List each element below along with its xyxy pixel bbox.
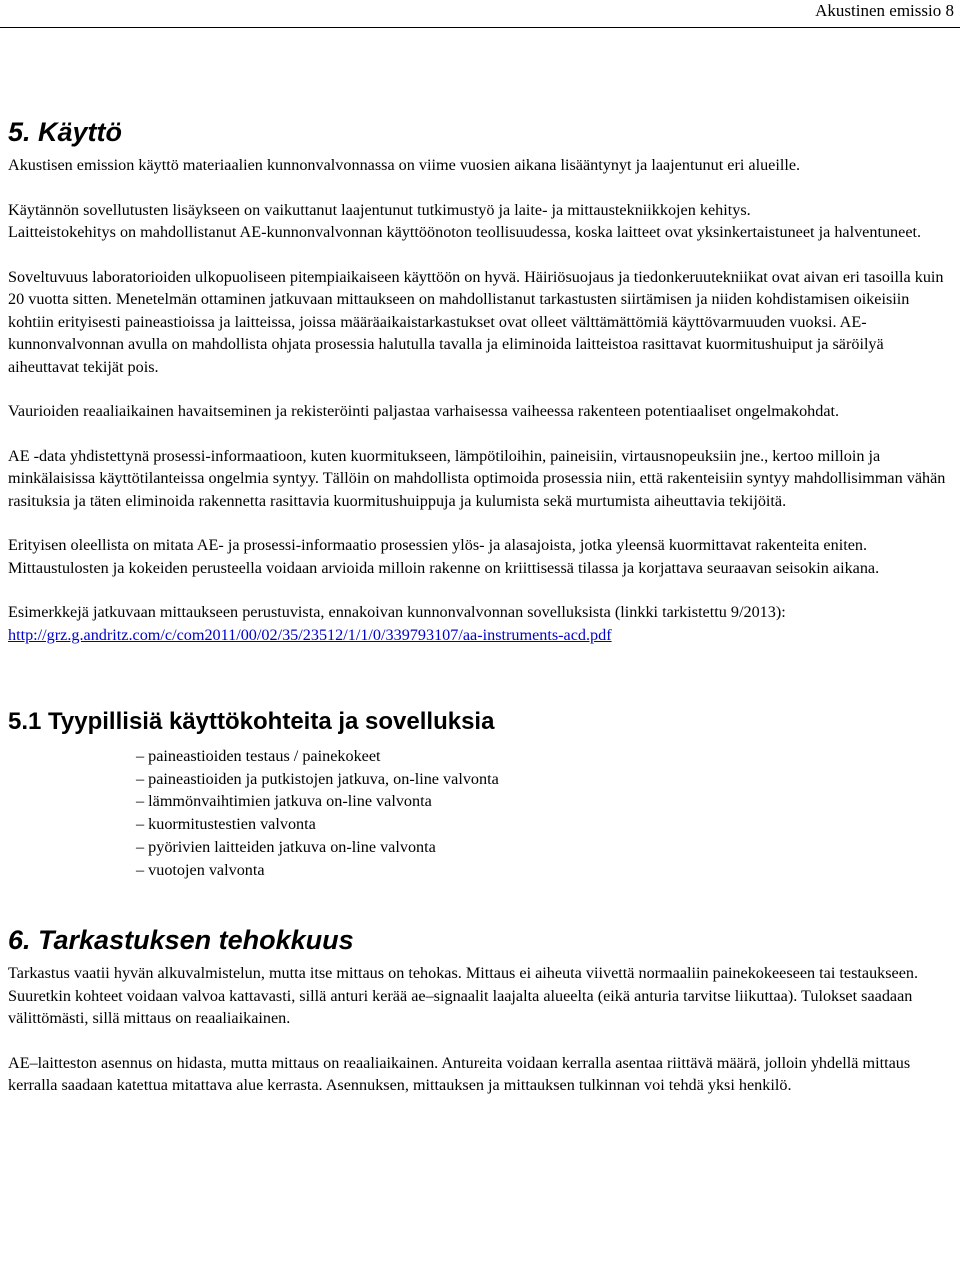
paragraph: Esimerkkejä jatkuvaan mittaukseen perustuvista, ennakoivan kunnonvalvonnan sovelluksista (linkki tarkistettu 9/2013):: [8, 603, 786, 621]
section-5-1-heading: 5.1 Tyypillisiä käyttökohteita ja sovelluksia: [8, 708, 495, 735]
paragraph: Soveltuvuus laboratorioiden ulkopuoliseen pitempiaikaiseen käyttöön on hyvä. Häiriösuojaus ja tiedonkeruutekniikat ovat aivan eri tasoilla kuin 20 vuotta sitten. Menetelmän ottaminen jatkuvaan mittaukseen on mahdollistanut tarkastusten siirtämisen ja niiden kohdistamisen oikeisiin kohtiin erityisesti paineastioissa ja laitteissa, joissa määräaikaistarkastukset ovat olleet välttämättömiä käyttövarmuuden vuoksi. AE-kunnonvalvonnan avulla on mahdollista ohjata prosessia halutulla tavalla ja eliminoida laitteistoa rasittavat kuormitushuiput ja säröilyä aiheuttavat tekijät pois.: [8, 267, 944, 376]
link-paragraph: [8, 624, 952, 647]
list-item: – paineastioiden testaus / painekokeet: [136, 745, 952, 768]
running-header: Akustinen emissio 8: [815, 1, 954, 20]
paragraph: Tarkastus vaatii hyvän alkuvalmistelun, mutta itse mittaus on tehokas. Mittaus ei aiheuta viivettä normaaliin painekokeeseen tai testaukseen. Suuretkin kohteet voidaan valvoa kattavasti, sillä anturi kerää ae–signaalit laajalta alueelta (eikä anturia tarvitse liikuttaa). Tulokset saadaan välittömästi, sillä mittaus on reaaliaikainen.: [8, 964, 919, 1028]
list-item: – vuotojen valvonta: [136, 859, 952, 882]
paragraph: Akustisen emission käyttö materiaalien kunnonvalvonnassa on viime vuosien aikana lisääntynyt ja laajentunut eri alueille.: [8, 156, 801, 174]
list-item: – pyörivien laitteiden jatkuva on-line valvonta: [136, 836, 952, 859]
paragraph: Laitteistokehitys on mahdollistanut AE-kunnonvalvonnan käyttöönoton teollisuudessa, koska laitteet ovat yksinkertaistuneet ja halventuneet.: [8, 223, 922, 241]
application-list: [8, 745, 952, 881]
paragraph: Erityisen oleellista on mitata AE- ja prosessi-informaatio prosessien ylös- ja alasajoista, jotka yleensä kuormittavat rakenteita eniten. Mittaustulosten ja kokeiden perusteella voidaan arvioida milloin rakenne on kriittisessä tilassa ja korjattava seuraavan seisokin aikana.: [8, 536, 880, 577]
paragraph: AE -data yhdistettynä prosessi-informaatioon, kuten kuormitukseen, lämpötiloihin, paineisiin, virtausnopeuksiin jne., kertoo milloin ja minkälaisissa käyttötilanteissa ongelmia syntyy. Tällöin on mahdollista optimoida prosessia niin, että rakenteisiin syntyy mahdollisimman vähän rasituksia ja täten eliminoida rakennetta rasittavia kuormitushuippuja ja kulumista sekä murtumista aiheuttavia tekijöitä.: [8, 446, 946, 510]
page-content: [8, 116, 952, 1097]
list-item: – kuormitustestien valvonta: [136, 813, 952, 836]
paragraph: Vaurioiden reaaliaikainen havaitseminen ja rekisteröinti paljastaa varhaisessa vaiheessa rakenteen potentiaaliset ongelmakohdat.: [8, 402, 840, 420]
section-5-heading: 5. Käyttö: [8, 117, 123, 147]
paragraph: Käytännön sovellutusten lisäykseen on vaikuttanut laajentunut tutkimustyö ja laite- ja mittaustekniikkojen kehitys.: [8, 200, 751, 219]
header-rule: [0, 27, 960, 28]
paragraph: AE–laitteston asennus on hidasta, mutta mittaus on reaaliaikainen. Antureita voidaan kerralla asentaa riittävä määrä, jolloin yhdellä mittaus kerralla saadaan katettua mitattava alue kerrasta. Asennuksen, mittauksen ja mittauksen tulkinnan voi tehdä yksi henkilö.: [8, 1053, 911, 1095]
list-item: – lämmönvaihtimien jatkuva on-line valvonta: [136, 790, 952, 813]
reference-link[interactable]: http://grz.g.andritz.com/c/com2011/00/02/35/23512/1/1/0/339793107/aa-instruments-acd.pdf: [8, 625, 612, 644]
section-6-heading: 6. Tarkastuksen tehokkuus: [8, 925, 354, 956]
list-item: – paineastioiden ja putkistojen jatkuva, on-line valvonta: [136, 768, 952, 791]
